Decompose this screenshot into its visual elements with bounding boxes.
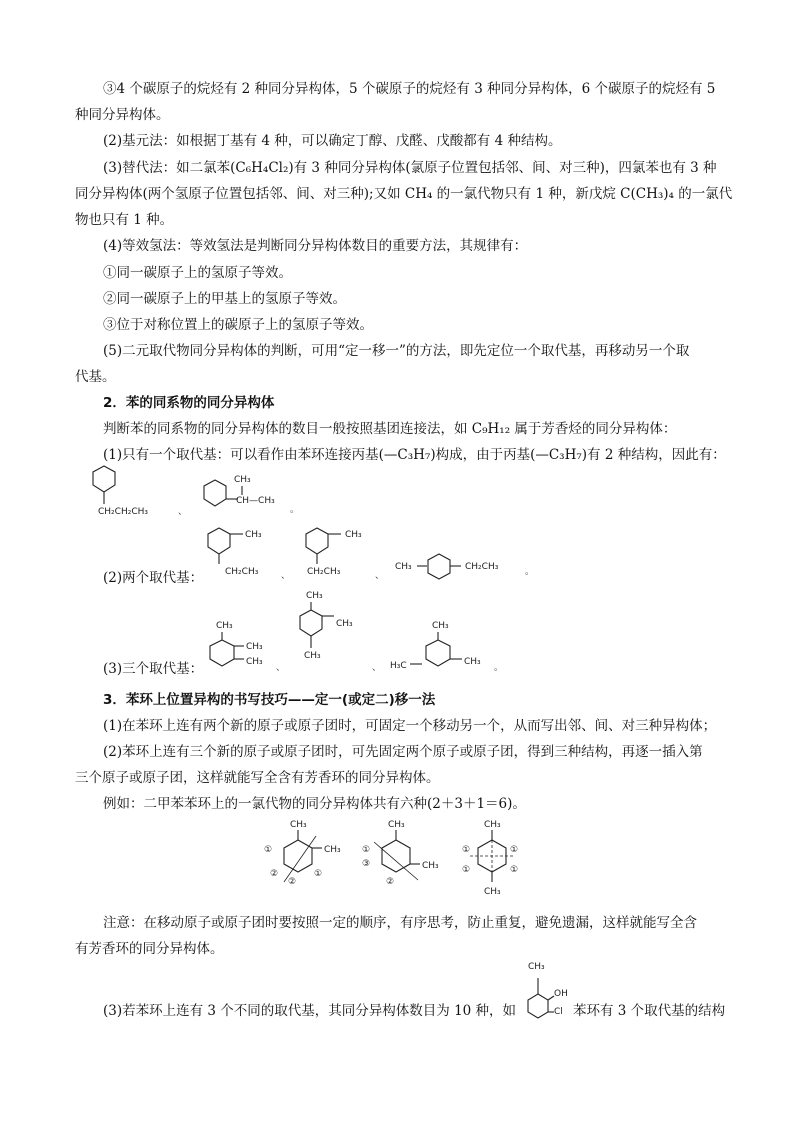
benzene-ring <box>93 466 115 492</box>
text-line: (4)等效氢法：等效氢法是判断同分异构体数目的重要方法，其规律有： <box>103 238 528 254</box>
position-marker: ① <box>462 845 471 855</box>
position-marker: ① <box>314 869 323 879</box>
text-line: (1)只有一个取代基：可以看作由苯环连接丙基(—C₃H₇)构成，由于丙基(—C₃H₇)有 2 种结构，因此有： <box>103 447 726 463</box>
text-line: (5)二元取代物同分异构体的判断，可用“定一移一”的方法，即先定位一个取代基，再移动另一个取 <box>103 343 690 359</box>
text-line: 代基。 <box>75 369 116 385</box>
position-marker: ③ <box>362 859 371 869</box>
substituent-label: CH₂CH₂CH₃ <box>98 507 148 517</box>
benzene-ring <box>382 840 410 872</box>
substituent-label: CH₃ <box>484 887 501 897</box>
text-line: ③位于对称位置上的碳原子上的氢原子等效。 <box>103 317 373 333</box>
substituent-label: CH₂CH₃ <box>307 567 341 577</box>
benzene-ring <box>284 840 312 872</box>
text-line: 判断苯的同系物的同分异构体的数目一般按照基团连接法，如 C₉H₁₂ 属于芳香烃的同分异构体： <box>103 421 677 437</box>
three-substituent-structures <box>200 588 560 680</box>
substituent-label: CH₃ <box>324 845 341 855</box>
separator: 。 <box>494 663 504 673</box>
substituent-label: CH₂CH₃ <box>225 567 259 577</box>
substituent-label: CH₃ <box>290 820 307 830</box>
substituent-label: CH₃ <box>246 642 263 652</box>
text-line: 有芳香环的同分异构体。 <box>75 941 224 957</box>
substituent-label: OH <box>554 989 568 999</box>
separator: 、 <box>178 507 188 517</box>
separator: 。 <box>290 505 300 515</box>
position-marker: ② <box>288 877 297 887</box>
text-line: 例如：二甲苯苯环上的一氯代物的同分异构体共有六种(2＋3＋1＝6)。 <box>103 796 526 812</box>
benzene-ring <box>208 528 230 554</box>
substituent-label: CH₃ <box>216 621 233 631</box>
substituent-label: CH₃ <box>484 820 501 830</box>
text-line: ③4 个碳原子的烷烃有 2 种同分异构体，5 个碳原子的烷烃有 3 种同分异构体，6 个碳原子的烷烃有 5 <box>103 81 716 97</box>
position-marker: ② <box>270 869 279 879</box>
position-marker: ① <box>264 845 273 855</box>
substituent-label: CH₃ <box>422 861 439 871</box>
substituent-label: CH—CH₃ <box>236 496 275 506</box>
text-line: 种同分异构体。 <box>75 107 170 123</box>
section-heading: 2．苯的同系物的同分异构体 <box>103 395 275 411</box>
section-heading: 3．苯环上位置异构的书写技巧——定一(或定二)移一法 <box>103 692 436 708</box>
text-line: 注意：在移动原子或原子团时要按照一定的顺序，有序思考，防止重复，避免遗漏，这样就能写全含 <box>103 915 697 931</box>
benzene-ring <box>204 480 226 506</box>
substituent-label: CH₃ <box>528 962 545 972</box>
text-line: (1)在苯环上连有两个新的原子或原子团时，可固定一个移动另一个，从而写出邻、间、对三种异构体； <box>103 718 717 734</box>
benzene-ring <box>528 994 548 1018</box>
benzene-ring <box>306 528 328 554</box>
text-line: (2)基元法：如根据丁基有 4 种，可以确定丁醇、戊醛、戊酸都有 4 种结构。 <box>103 133 562 149</box>
position-marker: ② <box>386 877 395 887</box>
two-substituent-structures <box>195 522 555 582</box>
benzene-ring <box>428 554 450 579</box>
substituent-label: CH₃ <box>464 657 481 667</box>
position-marker: ① <box>462 865 471 875</box>
substituent-label: CH₃ <box>345 530 362 540</box>
substituent-label: CH₃ <box>395 562 412 572</box>
text-line: ②同一碳原子上的甲基上的氢原子等效。 <box>103 291 346 307</box>
text-line: 苯环有 3 个取代基的结构 <box>573 1003 726 1019</box>
substituent-label: H₃C <box>390 661 407 671</box>
separator: 、 <box>375 571 385 581</box>
separator: 。 <box>525 567 535 577</box>
benzene-ring <box>210 640 234 666</box>
substituent-label: CH₃ <box>245 530 262 540</box>
position-marker: ① <box>510 865 519 875</box>
substituent-label: CH₃ <box>234 475 251 485</box>
substituent-label: CH₃ <box>306 591 323 601</box>
benzene-ring <box>426 640 450 666</box>
text-line: (3)若苯环上连有 3 个不同的取代基，其同分异构体数目为 10 种，如 <box>103 1003 517 1019</box>
separator: 、 <box>372 663 382 673</box>
cresol-chloro-structure <box>522 958 574 1028</box>
text-line: 同分异构体(两个氢原子位置包括邻、间、对三种);又如 CH₄ 的一氯代物只有 1 种，新戊烷 C(CH₃)₄ 的一氯代 <box>75 186 733 202</box>
substituent-label: CH₃ <box>432 621 449 631</box>
text-line: (3)三个取代基： <box>103 661 204 677</box>
text-line: (2)苯环上连有三个新的原子或原子团时，可先固定两个原子或原子团，得到三种结构，再逐一插入第 <box>103 744 703 760</box>
position-marker: ① <box>362 845 371 855</box>
benzene-ring <box>300 610 322 636</box>
substituent-label: CH₃ <box>388 820 405 830</box>
text-line: ①同一碳原子上的氢原子等效。 <box>103 265 292 281</box>
text-line: 三个原子或原子团，这样就能写全含有芳香环的同分异构体。 <box>75 770 440 786</box>
text-line: 物也只有 1 种。 <box>75 212 174 228</box>
text-line: (2)两个取代基： <box>103 570 204 586</box>
substituent-label: CH₃ <box>304 651 321 661</box>
separator: 、 <box>276 663 286 673</box>
xylene-position-diagrams <box>258 818 538 904</box>
propylbenzene-structures <box>80 462 340 522</box>
substituent-label: CH₃ <box>336 619 353 629</box>
position-marker: ① <box>510 845 519 855</box>
substituent-label: CH₃ <box>246 657 263 667</box>
text-line: (3)替代法：如二氯苯(C₆H₄Cl₂)有 3 种同分异构体(氯原子位置包括邻、间、对三种)，四氯苯也有 3 种 <box>103 160 717 176</box>
substituent-label: Cl <box>554 1007 563 1017</box>
separator: 、 <box>281 571 291 581</box>
substituent-label: CH₂CH₃ <box>465 562 499 572</box>
